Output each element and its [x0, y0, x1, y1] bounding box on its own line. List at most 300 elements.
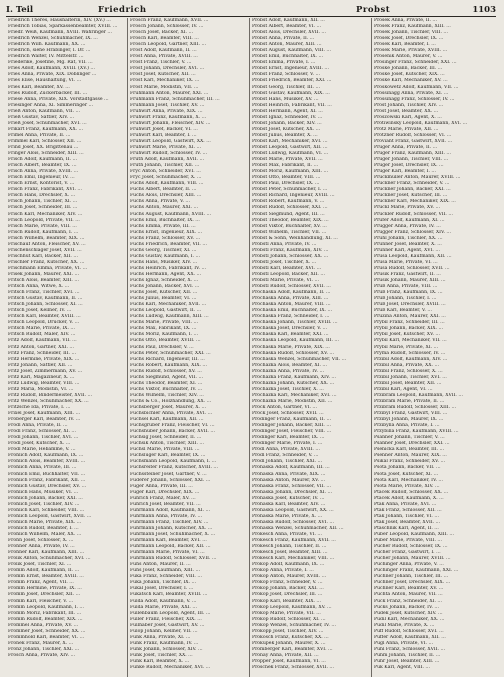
directory-entry: Prohaska Wenzel, Schuhmacher, XII. …: [252, 525, 344, 531]
directory-entry: Prunner Karl, Agent, XVI. …: [374, 247, 440, 253]
directory-entry: Pruzina Anton, Maurer, XXI. …: [374, 314, 446, 320]
directory-entry: Fuchs Julius, Beamter, VI. …: [130, 296, 197, 302]
directory-entry: Prühl Johann, Tischler, XX. …: [374, 235, 443, 241]
directory-entry: Frosch Karl, Beamter, VIII. …: [130, 36, 199, 42]
directory-entry: Probst Richard, Ingenieur, XVIII. …: [252, 193, 335, 199]
directory-entry: Fülöp Johann, Kellner, VII. …: [130, 628, 198, 634]
directory-entry: Pruckner Josef, Kutscher, III. …: [374, 193, 448, 199]
directory-entry: Probst Julius, Beamter, X. …: [252, 132, 318, 138]
directory-entry: Frolik Anton, Schuhmacher, XVI. …: [8, 556, 91, 562]
directory-entry: Froberger Karl, Beamter, IV. …: [8, 417, 81, 423]
directory-entry: Fromm Rudolf, Beamter, XIX. …: [8, 616, 83, 622]
directory-entry: Fröhlich Karl, Schneider, VIII. …: [8, 507, 85, 513]
directory-entry: Füllenbaum Leopold, Agent, III. …: [130, 610, 211, 616]
directory-entry: Fryč Josef, Schuhmacher, X. …: [130, 175, 202, 181]
directory-entry: Pruß Josef, Drechsler, XVIII. …: [374, 302, 446, 308]
column-2: [128, 18, 250, 677]
directory-entry: Pronay Anna, Private, XII. …: [252, 652, 319, 658]
directory-entry: Fries Rudolf, Zuckerbäcker, III. …: [8, 90, 88, 96]
directory-entry: Frosch Franz, Kaufmann, XVII. …: [130, 18, 209, 23]
directory-entry: Fuchs Emma, Private, III. …: [130, 223, 196, 229]
directory-entry: Fritsch Marie, Private, IX. …: [8, 326, 75, 332]
directory-entry: Probst Otto, Beamter, VIII. …: [252, 175, 321, 181]
directory-entry: Prohaska Josef, Kutscher, IV. …: [252, 495, 325, 501]
directory-entry: Probst Marie, Private, XVII. …: [252, 157, 323, 163]
directory-entry: Funke Rudolf, Mechaniker, XVI. …: [130, 665, 211, 671]
directory-entry: Przibram Rudolf, Schlosser, XIII. …: [374, 405, 457, 410]
directory-entry: Puchner Josef, Drechsler, XIX. …: [374, 580, 451, 586]
directory-entry: Friedrich Wenzel, Schuhmacher, IX. …: [8, 36, 98, 42]
directory-entry: Fuchs August, Kaufmann, XVIII. …: [130, 211, 212, 217]
directory-entry: Prunner Josef, Beamter, X. …: [374, 241, 442, 247]
directory-entry: Frisch Adolf, Kaufmann, II. …: [8, 157, 78, 163]
directory-entry: Prybil Johann, Bäcker, XIX. …: [374, 326, 444, 332]
directory-entry: Probst Anton, Maurer, XIII. …: [252, 42, 322, 48]
directory-entry: Fries Adolf, Kaufmann, XVIII. (XV.) …: [8, 66, 95, 72]
directory-entry: Proviant Franz, Gastwirt, XVII. …: [374, 138, 453, 144]
guide-word-last: Probst: [356, 5, 391, 15]
directory-entry: Fries Anna, Private, XIX. Döblinger …: [8, 72, 97, 78]
directory-entry: Przibil Josef, Beamter, XII. …: [374, 380, 442, 386]
directory-entry: Fröhlich Gustav, Drechsler, XV. …: [8, 483, 87, 489]
directory-entry: Prüger Karl, Beamter, I. …: [374, 169, 437, 175]
directory-entry: Fukal Josef, Drechsler, I. …: [130, 586, 194, 592]
directory-entry: Przibyl Franz, Gastwirt, VIII. …: [374, 411, 448, 417]
directory-entry: Prokesch Anna, Private, VI. …: [252, 531, 323, 537]
directory-entry: Psenicka Karl, Beamter, III. …: [374, 447, 445, 453]
directory-entry: Fuchsbichler Anna, Private, XVI. …: [130, 411, 213, 417]
directory-entry: Fuchssteiner Josef, Gärtner, V. …: [130, 471, 207, 477]
directory-entry: Prodl Anna, Private, XVIII. …: [252, 447, 320, 453]
directory-entry: Prokop Anton, Maurer, XVIII. …: [252, 574, 327, 580]
directory-entry: Fuchsgruber Franz, Fleischer, VI. …: [130, 423, 215, 429]
directory-entry: Frixel Josef, Kaufmann, XIII. …: [8, 411, 81, 417]
directory-entry: Frisch Emil, Ingenieur, IV. …: [8, 175, 75, 181]
directory-entry: Fuchs Alois, Drechsler, XIII. …: [130, 193, 202, 199]
directory-entry: Fromm Adolf, Kaufmann, II. …: [8, 568, 80, 574]
directory-entry: Fröhlich Emil, Buchhalter, VII. …: [8, 471, 86, 477]
directory-entry: Probst Ignaz, Schneider, IV. …: [252, 114, 323, 120]
directory-entry: Prokop Franz, Schneider, V. …: [252, 580, 323, 586]
directory-entry: Fuka Franz, Schneider, VIII. …: [130, 574, 202, 580]
directory-entry: Prusik Johann, Maurer, XIII. …: [374, 278, 446, 284]
directory-entry: Frisch Rudolf, Kaufmann, I. …: [8, 229, 79, 235]
directory-entry: Prosek Marie, Private, XVIII. …: [374, 48, 448, 54]
directory-entry: Frodl Josef, Kutscher, X. …: [8, 441, 71, 447]
directory-entry: Fromm Leopold, Kaufmann, I. …: [8, 604, 84, 610]
directory-entry: Probstl Johann, Schlosser, XX. …: [252, 253, 329, 259]
directory-entry: Frodl Johann, Tischler, XVI. …: [8, 435, 79, 441]
directory-entry: Prüger Anna, Private, II. …: [374, 144, 438, 150]
directory-entry: Prusa Rudolf, Schlosser, XVII. …: [374, 265, 450, 271]
directory-entry: Prochaska Adolf, Kaufmann, II. …: [252, 290, 331, 296]
directory-entry: Propper Josef, Kaufmann, VI. …: [252, 658, 326, 664]
directory-entry: Ptaschnik Karl, Agent, II. …: [374, 525, 439, 531]
directory-entry: Prohaska Rudolf, Schlosser, XVI. …: [252, 519, 335, 525]
directory-entry: Füger Anna, Private, III. …: [130, 483, 193, 489]
directory-entry: Prugger Anna, Private, IV. …: [374, 223, 441, 229]
directory-entry: Frodl Anna, Private, II. …: [8, 423, 68, 429]
directory-entry: Prugger Franz, Schlosser, XIV. …: [374, 229, 451, 235]
directory-entry: Puff Rudolf, Schlosser, XVI. …: [374, 628, 444, 634]
directory-entry: Prodinger Josef, Fleischer, VIII. …: [252, 429, 332, 435]
directory-entry: Funk Franz, Kaufmann, IV. …: [130, 640, 199, 646]
directory-entry: Pudil Karl, Mechaniker, XX. …: [374, 616, 445, 622]
directory-entry: Fuchs Moriz, Kaufmann, I. …: [130, 332, 199, 338]
page-header: [6, 4, 496, 17]
directory-entry: Fuhrmann Leopold, Bäcker, XII. …: [130, 544, 211, 550]
directory-entry: Probst Alois, Drechsler, XVII. …: [252, 30, 326, 36]
directory-entry: Frisch Josef, Schneider, III. …: [8, 205, 78, 211]
directory-entry: Fringer Alois, Schneider, XIII. …: [8, 151, 84, 157]
column-3: [250, 18, 372, 677]
directory-entry: Ptak Anna, Private, XVI. …: [374, 501, 437, 507]
directory-entry: Fuchs Karl, Mechaniker, XVII. …: [130, 302, 207, 308]
directory-entry: Prokesch Josef, Beamter, XIII. …: [252, 550, 328, 556]
directory-entry: Probst Leopold, Gastwirt, XII. …: [252, 144, 328, 150]
directory-entry: Fritsch Johann, Schlosser, XI. …: [8, 302, 83, 308]
directory-entry: Prossinagg Anna, Private, XI. …: [374, 90, 449, 96]
directory-entry: Prokop Anna, Private, I. …: [252, 568, 314, 574]
directory-entry: Fritsch Josef, Kellner, IV. …: [8, 308, 72, 314]
directory-entry: Psenner Anton, Maurer, XIX. …: [374, 453, 447, 459]
directory-entry: Probst Paul, Drechsler, IX. …: [252, 181, 320, 187]
directory-entry: Fuhrmann Marie, Private, VI. …: [130, 550, 205, 556]
directory-entry: Ptacek Rudolf, Schlosser, XX. …: [374, 489, 449, 495]
directory-entry: Frommel Anna, Private, XV. …: [8, 622, 79, 628]
directory-entry: Fritz Ludwig, Beamter, VIII. …: [8, 380, 80, 386]
page-number: 1103: [472, 5, 496, 15]
directory-entry: Prybil Karl, Mechaniker, VII. …: [374, 338, 447, 344]
directory-entry: Fuchs Ignaz, Schneider, X. …: [130, 278, 199, 284]
directory-entry: Friedrich, siehe Hrabinger, I. Dr. …: [8, 48, 91, 54]
directory-entry: Prock Anton, Gärtner, VI. …: [252, 405, 318, 410]
directory-entry: Frost Marie, Modistin, VII. …: [130, 84, 199, 90]
directory-entry: Probstl Franz, Kaufmann, XIV. …: [252, 247, 329, 253]
directory-entry: Frisch Wilhelm, Beamter, XIX. …: [8, 235, 85, 241]
directory-entry: Prock Josef, Schlosser, XVII. …: [252, 411, 324, 417]
directory-entry: Fritz Anton, Gärtner, XXI. …: [8, 344, 74, 350]
directory-entry: Pruß Anna, Private, VIII. …: [374, 284, 438, 290]
directory-entry: Prosek Josef, Drechsler, IX. …: [374, 36, 444, 42]
directory-entry: Przibram Leopold, Kaufmann, XVII. …: [374, 392, 463, 398]
directory-entry: Pucks Johann, Bäcker, IV. …: [374, 604, 440, 610]
directory-entry: Füger Karl, Drechsler, XIX. …: [130, 489, 200, 495]
directory-entry: Prodinger Marie, Private, I. …: [252, 441, 323, 447]
directory-entry: Prochaska Johann, Tischler, XVIII. …: [252, 320, 338, 326]
directory-entry: Przibil Karl, Agent, VI. …: [374, 386, 433, 392]
directory-entry: Prosek Karl, Beamter, I. …: [374, 42, 436, 48]
directory-entry: Fuhrmann Adolf, Kaufmann, XI. …: [130, 507, 211, 513]
directory-entry: Puhm Johann, Tischler, II. …: [374, 652, 441, 658]
directory-entry: Prüger Johann, Tischler, VIII. …: [374, 157, 449, 163]
directory-entry: Prokop Leopold, Kaufmann, XV. …: [252, 604, 332, 610]
directory-entry: Probstl Anna, Private, IV. …: [252, 241, 317, 247]
directory-entry: Przibil Franz, Schlosser, X. …: [374, 368, 443, 374]
directory-entry: Ptak Josef, Beamter, XVII. …: [374, 519, 441, 525]
directory-entry: Frodl Franz, Schlosser, XI. …: [8, 429, 76, 435]
directory-entry: Frimmel Karl, Schlosser, XII. …: [8, 138, 82, 144]
directory-entry: Probstl Karl, Beamter, XVI. …: [252, 265, 322, 271]
directory-entry: Probst Rudolf, Schlosser, XXI. …: [252, 205, 328, 211]
directory-entry: Füllhaber Josef, Gastwirt, XV. …: [130, 622, 205, 628]
directory-entry: Puchinger Anna, Private, V. …: [374, 562, 444, 568]
directory-entry: Fuhrmann Karl, Beamter, XVI. …: [130, 538, 207, 544]
directory-entry: Proschek Franz, Schlosser, XVII. …: [252, 665, 335, 671]
directory-entry: Prohaska Anna, Private, XIX. …: [252, 471, 326, 477]
directory-entry: Prodl Johann, Tischler, XXI. …: [252, 459, 323, 465]
directory-entry: Fulda Adolf, Kaufmann, V. …: [130, 598, 197, 604]
directory-entry: Pugl Anna, Private, VI. …: [374, 640, 434, 646]
directory-entry: Frohner Karl, Kaufmann, XIII. …: [8, 550, 85, 556]
directory-entry: Frisch Karl, Mechaniker, XIV. …: [8, 211, 83, 217]
directory-entry: Fritz Adolf, Kaufmann, VII. …: [8, 338, 77, 344]
directory-entry: Fuchs Viktor, Buchhalter, IV. …: [130, 386, 203, 392]
directory-entry: Probst Johann, Bäcker, XIV. …: [252, 120, 322, 126]
directory-entry: Prohaska Leopold, Gastwirt, XX. …: [252, 507, 334, 513]
directory-entry: Fuderer Johann, Schlosser, XXI. …: [130, 477, 211, 483]
directory-entry: Puchinger Franz, Kaufmann, XXI. …: [374, 568, 459, 574]
directory-entry: Prohaska Anton, Maurer, XV. …: [252, 477, 326, 483]
directory-entry: Fritsch Franz, Tischler, XVI. …: [8, 290, 80, 296]
directory-entry: Frisch Albert, Beamter, IX. …: [8, 163, 77, 169]
directory-entry: Puchner Johann, Tischler, III. …: [374, 574, 449, 580]
directory-entry: Fuhs Anton, Maurer, II. …: [130, 562, 191, 568]
directory-entry: Prochazka Johann, Kutscher, XX. …: [252, 380, 335, 386]
directory-entry: Protiwinsky Leopold, Kaufmann, XVI. …: [374, 120, 468, 126]
directory-entry: Fukatsch Karl, Beamter, XVIII. …: [130, 592, 208, 598]
directory-entry: Funk Johann, Schlosser, XIV. …: [130, 646, 203, 652]
directory-entry: Prohaska Marie, Private, X. …: [252, 513, 323, 519]
directory-entry: Probst Moriz, Kaufmann, XIII. …: [252, 169, 329, 175]
directory-entry: Psanner Johann, Tischler, V. …: [374, 435, 445, 441]
directory-entry: Fromm Ernst, Beamter, XVIII. …: [8, 574, 84, 580]
directory-entry: Ptak Johann, Tischler, VI. …: [374, 513, 439, 519]
directory-entry: Probst Peter, Schuhmacher, I. …: [252, 187, 328, 193]
directory-entry: Fromm Josef, Drechsler, XII. …: [8, 592, 81, 598]
directory-entry: Frisch Anna, Private, XVIII. …: [8, 169, 79, 175]
directory-entry: Frühwirt Josef, Bäcker, VI. …: [130, 126, 198, 132]
directory-entry: Füller Franz, Fleischer, XIX. …: [130, 616, 202, 622]
directory-entry: Fuchs Max, Fabrikant, IX. …: [130, 326, 197, 332]
directory-entry: Fritsch Leopold, Drucker, V. …: [8, 320, 80, 326]
directory-entry: Pucher Rudolf, Schlosser, IX. …: [374, 544, 448, 550]
directory-entry: Probst Siegmund, Agent, III. …: [252, 211, 325, 217]
directory-entry: Pucher Franz, Gastwirt, I. …: [374, 550, 441, 556]
directory-entry: Fuchs Johann, Bäcker, XVI. …: [130, 284, 200, 290]
directory-entry: Friese Anna, Private, XIX. Vorstadtgasse …: [8, 96, 109, 102]
directory-entry: Pudek Josef, Kutscher, XIV. …: [374, 610, 443, 616]
directory-entry: Fuchs Anton, Maurer, XXI. …: [130, 205, 199, 211]
directory-entry: Friedrich Theres, Haushälterin, XIV. (XV.) …: [8, 18, 111, 23]
directory-entry: Prost Johann, Tischler, XIV. …: [374, 102, 444, 108]
directory-entry: Fuhs Josef, Kaufmann, XIII. …: [130, 568, 201, 574]
directory-entry: Frischenschlager Josef, XVII. …: [8, 247, 82, 253]
directory-entry: Frisek Johann, Maurer, XXI. …: [8, 271, 80, 277]
directory-entry: Fuchs Theodor, Beamter, XI. …: [130, 380, 203, 386]
column-4: [372, 18, 494, 677]
directory-entry: Fritz Karl, Magazineur, X. …: [8, 374, 75, 380]
directory-entry: Fuchsluger Karl, Beamter, IX. …: [130, 453, 206, 459]
directory-entry: Psota Josef, Kutscher, XI. …: [374, 471, 439, 477]
directory-entry: Prodinger Franz, Kaufmann, II. …: [252, 417, 332, 423]
directory-entry: Fröhlich Hans, Musiker, VI. …: [8, 489, 79, 495]
directory-entry: Fruth Adolf, Kaufmann, XVII. …: [130, 157, 205, 163]
directory-entry: Prodinger Karl, Beamter, IX. …: [252, 435, 325, 441]
directory-entry: Prost Josef, Beamter, XX. …: [374, 108, 439, 114]
directory-entry: Prusa Leopold, Kaufmann, XII. …: [374, 253, 452, 259]
directory-entry: Frisch Franz, Fabrikant, XVI. …: [8, 187, 83, 193]
directory-entry: Prokopp Josef, Tischler, XIV. …: [252, 628, 324, 634]
directory-entry: Fuchsreiter Franz, Kutscher, XVIII. …: [130, 465, 218, 471]
directory-entry: Puhr Josef, Beamter, XIII. …: [374, 658, 440, 664]
directory-entry: Fuchs Friedrich, Beamter, VII. …: [130, 241, 207, 247]
directory-entry: Frost Karl, Mechaniker, IX. …: [130, 78, 200, 84]
directory-entry: Fritsch Alois, Beamter, XIII. …: [8, 278, 79, 284]
directory-entry: Fuhrmann Johann, Kutscher, XX. …: [130, 525, 213, 531]
directory-entry: Frost Adolf, Kaufmann, II. …: [130, 48, 197, 54]
directory-entry: Frieß Gustav, Sattler, XIV. …: [8, 114, 75, 120]
guide-word-first: Friedrich: [98, 5, 147, 15]
directory-entry: Fronek Franz, Maurer, X. …: [8, 640, 74, 646]
directory-entry: Fuchsmann Leopold, Kaufmann, I. …: [130, 459, 217, 465]
directory-entry: Frühwirt Anna, Private, XIX. …: [130, 108, 203, 114]
directory-entry: Frühwirt Franz, Kaufmann, X. …: [130, 114, 207, 120]
directory-entry: Prohaska Franz, Schlosser, VII. …: [252, 483, 331, 489]
directory-entry: Frischhut Karl, Bäcker, XII. …: [8, 253, 78, 259]
directory-entry: Fuchs Adolf, Kaufmann, VIII. …: [130, 181, 204, 187]
directory-entry: Puchta Anton, Maurer, VII. …: [374, 592, 443, 598]
directory-entry: Probst Ludwig, Kaufmann, VI. …: [252, 151, 329, 157]
directory-entry: Prüger Josef, Drechsler, IX. …: [374, 163, 444, 169]
directory-entry: Fuchs Gustav, Kaufmann, I. …: [130, 253, 201, 259]
directory-entry: Probst Anna, Private, II. …: [252, 36, 315, 42]
directory-entry: Prokosch Franz, Kutscher, XX. …: [252, 634, 329, 640]
directory-entry: Psota Johann, Bäcker, VII. …: [374, 465, 441, 471]
directory-entry: Psanner Josef, Drechsler, XXI. …: [374, 441, 450, 447]
directory-entry: Fuchs Marie, Private, VIII. …: [130, 320, 199, 326]
directory-entry: Fuchs Otto, Beamter, XVIII. …: [130, 338, 201, 344]
directory-entry: Frolik Josef, Tischler, XI. …: [8, 562, 72, 568]
directory-entry: Prosek Johann, Tischler, VIII. …: [374, 30, 449, 36]
directory-entry: Frikart Franz, Kaufmann, XX. …: [8, 126, 84, 132]
directory-entry: Psota Marie, Private, XIV. …: [374, 483, 440, 489]
directory-entry: Fuchs Emil, Buchhalter, IX. …: [130, 217, 200, 223]
directory-entry: Fritz Rudolf, Bindermeister, XVII. …: [8, 392, 93, 398]
directory-entry: Fritz Johann, Sattler, XII. …: [8, 362, 73, 368]
directory-entry: Prüfer Adolf, Kaufmann, XI. …: [374, 217, 445, 223]
directory-entry: Fromm Karl, Fleischer, V. …: [8, 598, 74, 604]
directory-entry: Prokop Johann, Bäcker, XXI. …: [252, 586, 324, 592]
directory-entry: Fronz Johann, Tischler, XXI. …: [8, 646, 80, 652]
directory-entry: Probst Gustav, Kaufmann, XIX. …: [252, 90, 330, 96]
directory-entry: Przibil Johann, Tischler, XVI. …: [374, 374, 447, 380]
directory-entry: Przibram Marie, Private, II. …: [374, 398, 445, 404]
directory-entry: Prodinger Johann, Bäcker, XIII. …: [252, 423, 331, 429]
directory-entry: Frisch Johann, Tischler, XI. …: [8, 199, 78, 205]
directory-entry: Prokop Adolf, Kaufmann, IX. …: [252, 562, 325, 568]
directory-entry: Friedrich Wilh. Kaufmann, XX. …: [8, 42, 86, 48]
directory-entry: Proszowski Karl, Agent, X. …: [374, 114, 442, 120]
directory-entry: Prochaska Emil, Buchhalter, IX. …: [252, 308, 333, 314]
directory-entry: Fuchs Anna, Private, V. …: [130, 199, 190, 205]
column-1: [6, 18, 128, 677]
directory-entry: Probst August, Kaufmann, VIII. …: [252, 48, 331, 54]
directory-entry: Prochaska Karl, Beamter, XXI. …: [252, 332, 329, 338]
directory-entry: Probst Josef, Kutscher, XX. …: [252, 126, 321, 132]
directory-entry: Prochazka Karl, Mechaniker, XVI. …: [252, 392, 337, 398]
directory-entry: Protzner Rudolf, Schlosser, VI. …: [374, 132, 452, 138]
directory-entry: Prohaska Johann, Drechsler, XI. …: [252, 489, 333, 495]
directory-entry: Fuchs Josef, Kutscher, XII. …: [130, 290, 198, 296]
directory-entry: Fromm Hermine, Private, IX. …: [8, 586, 82, 592]
directory-entry: Frisch Marie, Private, VIII. …: [8, 223, 77, 229]
directory-entry: Frisch Hans, Drechsler, X. …: [8, 193, 76, 199]
directory-entry: Proskowetz Adolf, Kaufmann, VII. …: [374, 84, 459, 90]
directory-entry: Prybil Marie, Private, XI. …: [374, 344, 439, 350]
directory-entry: Frost Josef, Kutscher, XII. …: [130, 72, 196, 78]
directory-entry: Fritsch Rudolf, Maler, XIV. …: [8, 332, 76, 338]
directory-entry: Frieß Josef, Schuhmacher, XVI. …: [8, 120, 87, 126]
directory-entry: Puck Franz, Schneider, XI. …: [374, 598, 442, 604]
directory-entry: Funk Anna, Private, XI. …: [130, 634, 191, 640]
directory-entry: Frost Franz, Tischler, V. …: [130, 60, 192, 66]
directory-entry: Pryma Rudolf, Schlosser, IV. …: [374, 350, 446, 356]
directory-entry: Puffer Adolf, Kaufmann, XII. …: [374, 634, 446, 640]
directory-entry: Proske Karl, Mechaniker, XV. …: [374, 78, 448, 84]
directory-entry: Prusa Marie, Private, VI. …: [374, 259, 438, 265]
directory-entry: Fruhmann Franz, Schuhmacher, III. …: [130, 96, 220, 102]
directory-entry: Frost Johann, Drechsler, XVI. …: [130, 66, 205, 72]
directory-entry: Fröhlich Leopold, Gastwirt, XVII. …: [8, 513, 92, 519]
directory-entry: Fuchs Siegmund, Agent, VII. …: [130, 374, 204, 380]
directory-entry: Pruß Franz, Kaufmann, IX. …: [374, 290, 443, 296]
directory-entry: Fuka Johann, Tischler, IX. …: [130, 580, 197, 586]
directory-entry: Probst & Sohn, Weinhandlung, XI. …: [252, 235, 338, 241]
directory-entry: Probst Wilhelm, Tischler, VII. …: [252, 229, 327, 235]
directory-entry: Przibylla Anna, Private, I. …: [374, 423, 440, 429]
directory-entry: Frind Josef, XX. Brigittenau …: [8, 144, 79, 150]
directory-entry: Ptak Franz, Schlosser, XII. …: [374, 507, 442, 513]
directory-entry: Fuchsl Marie, Private, VIII. …: [130, 447, 200, 453]
directory-entry: Fritsch Karl, Beamter, XVIII. …: [8, 314, 81, 320]
directory-entry: Fuhrich Franz, Maler, XV. …: [130, 495, 196, 501]
directory-entry: Frosch Josef, Bäcker, XI. …: [130, 30, 194, 36]
directory-entry: Fromm Franz, Agent, VII. …: [8, 580, 74, 586]
directory-entry: Pucher Johann, Maurer, XVIII. …: [374, 556, 451, 562]
directory-entry: Prokop Wenzel, Schuhmacher, IV. …: [252, 622, 336, 628]
directory-entry: Fritz Franz, Schneider, III. …: [8, 350, 77, 356]
directory-entry: Psota Karl, Mechaniker, IV. …: [374, 477, 443, 483]
directory-entry: Fuhrmann Josef, Schuhmacher, X. …: [130, 531, 216, 537]
directory-entry: Fuchs Wilhelm, Tischler, XIV. …: [130, 392, 204, 398]
directory-entry: Prosinger Franz, Schneider, XXI. …: [374, 60, 457, 66]
directory-entry: Frost Anna, Private, XVIII. …: [130, 54, 198, 60]
directory-entry: Frimel Anna, Private, II. …: [8, 132, 71, 138]
directory-entry: Prokesch Johann, Tischler, II. …: [252, 544, 327, 550]
directory-entry: Frohn Josef, Schlosser, X. …: [8, 538, 74, 544]
directory-entry: Prochaska Josef, Drechsler, V. …: [252, 326, 328, 332]
directory-entry: Probst Friedrich, Beamter, XXI. …: [252, 78, 332, 84]
directory-entry: Fröhlich Rudolf, Beamter, I. …: [8, 525, 79, 531]
directory-entry: Fuchs Ludwig, Kaufmann, XIII. …: [130, 314, 209, 320]
directory-entry: Fuchs Hans, Musiker, XIV. …: [130, 259, 198, 265]
directory-entry: Fröhlich Franz, Fabrikant, XII. …: [8, 477, 86, 483]
section-label: I. Teil: [6, 5, 34, 15]
directory-entry: Friesinger Anna, XI. Simmeringer …: [8, 102, 94, 108]
directory-entry: Frommhold Karl, Beamter, VI. …: [8, 634, 85, 640]
directory-entry: Frommer Josef, Schneider, XX. …: [8, 628, 86, 634]
